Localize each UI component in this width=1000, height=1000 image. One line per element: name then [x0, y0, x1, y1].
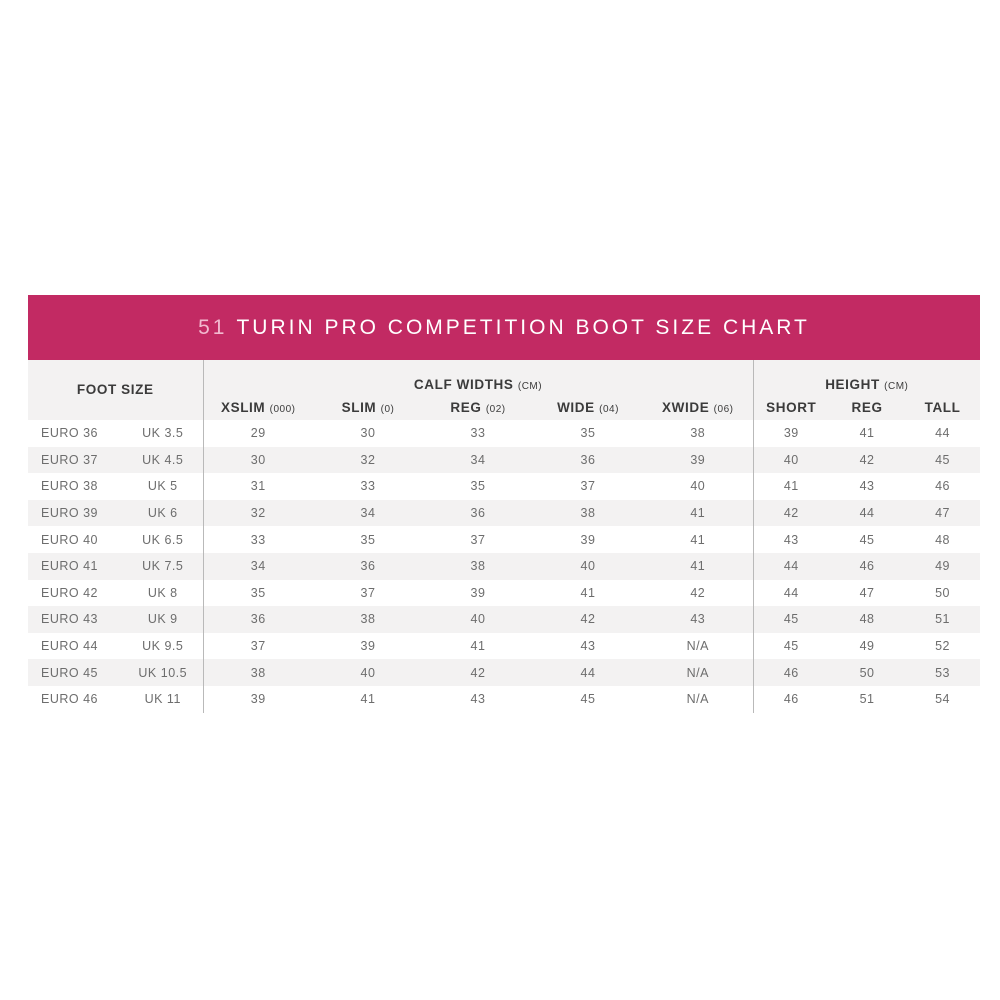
col-code: (06): [713, 403, 734, 415]
calf-width-cell: 37: [470, 532, 486, 547]
calf-width-cell: 36: [203, 606, 313, 633]
calf-width-cell: 45: [580, 692, 596, 707]
calf-width-cell: 40: [533, 553, 643, 580]
height-cell: 42: [753, 500, 829, 527]
calf-width-cell: 41: [643, 500, 753, 527]
calf-width-cell: 36: [533, 447, 643, 474]
calf-width-cell: 39: [643, 447, 753, 474]
calf-width-cell: 37: [360, 585, 376, 600]
uk-size-cell: UK 6.5: [142, 532, 184, 547]
height-cell: 42: [829, 447, 905, 474]
calf-width-cell: 38: [203, 659, 313, 686]
chart-title: TURIN PRO COMPETITION BOOT SIZE CHART: [236, 315, 810, 339]
col-reg: [423, 394, 533, 420]
foot-size-header: FOOT SIZE: [28, 360, 203, 420]
uk-size-cell: UK 9.5: [142, 639, 184, 654]
size-table-body: [28, 420, 980, 713]
calf-width-cell: 32: [313, 447, 423, 474]
euro-size-cell: EURO 41: [28, 553, 123, 580]
calf-width-cell: 38: [690, 426, 706, 441]
calf-width-cell: 43: [643, 606, 753, 633]
height-cell: 45: [753, 606, 829, 633]
calf-width-cell: 36: [423, 500, 533, 527]
height-cell: 52: [935, 639, 950, 654]
col-label: SLIM: [341, 399, 377, 415]
height-cell: 45: [859, 532, 875, 547]
calf-width-cell: 40: [423, 606, 533, 633]
height-cell: 48: [935, 532, 950, 547]
calf-width-cell: 37: [580, 479, 596, 494]
height-cell: 41: [753, 473, 829, 500]
calf-width-cell: 35: [580, 426, 596, 441]
col-slim: [313, 394, 423, 420]
table-row: [28, 526, 980, 553]
uk-size-cell: UK 6: [123, 500, 203, 527]
calf-width-cell: N/A: [686, 639, 709, 654]
calf-width-cell: 43: [580, 639, 596, 654]
euro-size-cell: EURO 40: [41, 532, 98, 547]
euro-size-cell: EURO 44: [41, 639, 98, 654]
uk-size-cell: UK 4.5: [123, 447, 203, 474]
col-label: WIDE: [557, 399, 595, 415]
uk-size-cell: UK 10.5: [123, 659, 203, 686]
height-cell: 43: [859, 479, 875, 494]
col-code: (000): [269, 403, 296, 415]
col-code: (02): [485, 403, 506, 415]
height-cell: 44: [753, 580, 829, 607]
calf-width-cell: 39: [580, 532, 596, 547]
col-label: REG: [450, 399, 482, 415]
chart-title-banner: [28, 295, 980, 360]
table-row: [28, 473, 980, 500]
height-header: [753, 360, 980, 394]
table-row: [28, 447, 980, 474]
calf-width-cell: 32: [203, 500, 313, 527]
calf-width-cell: 31: [203, 473, 313, 500]
col-height-reg: REG: [829, 394, 905, 420]
uk-size-cell: UK 5: [147, 479, 178, 494]
calf-width-cell: 39: [470, 585, 486, 600]
col-code: (04): [599, 403, 619, 415]
height-cell: 44: [829, 500, 905, 527]
height-cell: 53: [905, 659, 980, 686]
calf-width-cell: 43: [470, 692, 486, 707]
calf-width-cell: 34: [313, 500, 423, 527]
height-cell: 49: [905, 553, 980, 580]
calf-widths-unit: (CM): [517, 381, 543, 392]
euro-size-cell: EURO 36: [41, 426, 98, 441]
table-row: [28, 686, 980, 713]
calf-width-cell: 33: [470, 426, 486, 441]
col-label: XWIDE: [662, 399, 710, 415]
calf-width-cell: 40: [690, 479, 706, 494]
uk-size-cell: UK 9: [123, 606, 203, 633]
col-xwide: [643, 394, 753, 420]
height-unit: (CM): [884, 381, 909, 392]
calf-width-cell: 38: [313, 606, 423, 633]
calf-width-cell: 42: [423, 659, 533, 686]
table-row: [28, 500, 980, 527]
size-chart: [28, 295, 980, 713]
table-row: [28, 580, 980, 607]
euro-size-cell: EURO 39: [28, 500, 123, 527]
calf-width-cell: 35: [360, 532, 376, 547]
calf-width-cell: 37: [203, 633, 313, 660]
size-table: [28, 360, 980, 713]
calf-width-cell: 36: [313, 553, 423, 580]
height-cell: 46: [753, 659, 829, 686]
height-cell: 49: [859, 639, 875, 654]
calf-width-cell: 38: [533, 500, 643, 527]
calf-width-cell: N/A: [686, 692, 709, 707]
col-wide: [533, 394, 643, 420]
col-tall: TALL: [905, 394, 980, 420]
calf-width-cell: 34: [423, 447, 533, 474]
height-cell: 46: [935, 479, 950, 494]
calf-width-cell: 38: [423, 553, 533, 580]
height-cell: 48: [829, 606, 905, 633]
table-row: [28, 659, 980, 686]
height-cell: 51: [859, 692, 875, 707]
col-label: XSLIM: [221, 399, 266, 415]
height-cell: 46: [829, 553, 905, 580]
euro-size-cell: EURO 46: [41, 692, 98, 707]
table-row: [28, 633, 980, 660]
height-cell: 50: [935, 585, 950, 600]
uk-size-cell: UK 7.5: [123, 553, 203, 580]
height-cell: 54: [935, 692, 950, 707]
calf-widths-label: CALF WIDTHS: [413, 377, 514, 392]
height-cell: 50: [829, 659, 905, 686]
height-cell: 45: [753, 633, 829, 660]
euro-size-cell: EURO 43: [28, 606, 123, 633]
col-short: SHORT: [753, 394, 829, 420]
calf-width-cell: 41: [690, 532, 706, 547]
calf-width-cell: 41: [580, 585, 596, 600]
calf-width-cell: 41: [643, 553, 753, 580]
calf-width-cell: 35: [470, 479, 486, 494]
calf-width-cell: 29: [203, 420, 313, 447]
height-cell: 43: [753, 526, 829, 553]
calf-width-cell: N/A: [643, 659, 753, 686]
col-code: (0): [380, 403, 395, 415]
euro-size-cell: EURO 38: [41, 479, 98, 494]
euro-size-cell: EURO 45: [28, 659, 123, 686]
uk-size-cell: UK 3.5: [142, 426, 184, 441]
euro-size-cell: EURO 37: [28, 447, 123, 474]
calf-width-cell: 42: [690, 585, 706, 600]
calf-width-cell: 42: [533, 606, 643, 633]
height-cell: 44: [753, 553, 829, 580]
height-cell: 41: [859, 426, 875, 441]
calf-width-cell: 35: [203, 580, 313, 607]
calf-width-cell: 39: [203, 686, 313, 713]
calf-width-cell: 39: [360, 639, 376, 654]
calf-width-cell: 44: [533, 659, 643, 686]
height-cell: 47: [905, 500, 980, 527]
height-cell: 47: [859, 585, 875, 600]
calf-width-cell: 41: [470, 639, 486, 654]
table-row: [28, 606, 980, 633]
height-cell: 51: [905, 606, 980, 633]
calf-widths-header: [203, 360, 753, 394]
col-xslim: [203, 394, 313, 420]
calf-width-cell: 30: [203, 447, 313, 474]
calf-width-cell: 41: [360, 692, 376, 707]
table-row: [28, 420, 980, 447]
height-label: HEIGHT: [825, 377, 880, 392]
calf-width-cell: 33: [360, 479, 376, 494]
calf-width-cell: 40: [313, 659, 423, 686]
calf-width-cell: 30: [360, 426, 376, 441]
uk-size-cell: UK 11: [144, 692, 181, 707]
height-cell: 45: [905, 447, 980, 474]
height-cell: 40: [753, 447, 829, 474]
calf-width-cell: 33: [203, 526, 313, 553]
height-cell: 44: [935, 426, 950, 441]
height-cell: 46: [753, 686, 829, 713]
uk-size-cell: UK 8: [147, 585, 178, 600]
header-row-group: [28, 360, 980, 394]
table-row: [28, 553, 980, 580]
euro-size-cell: EURO 42: [41, 585, 98, 600]
model-number: 51: [198, 315, 228, 339]
calf-width-cell: 34: [203, 553, 313, 580]
height-cell: 39: [753, 420, 829, 447]
